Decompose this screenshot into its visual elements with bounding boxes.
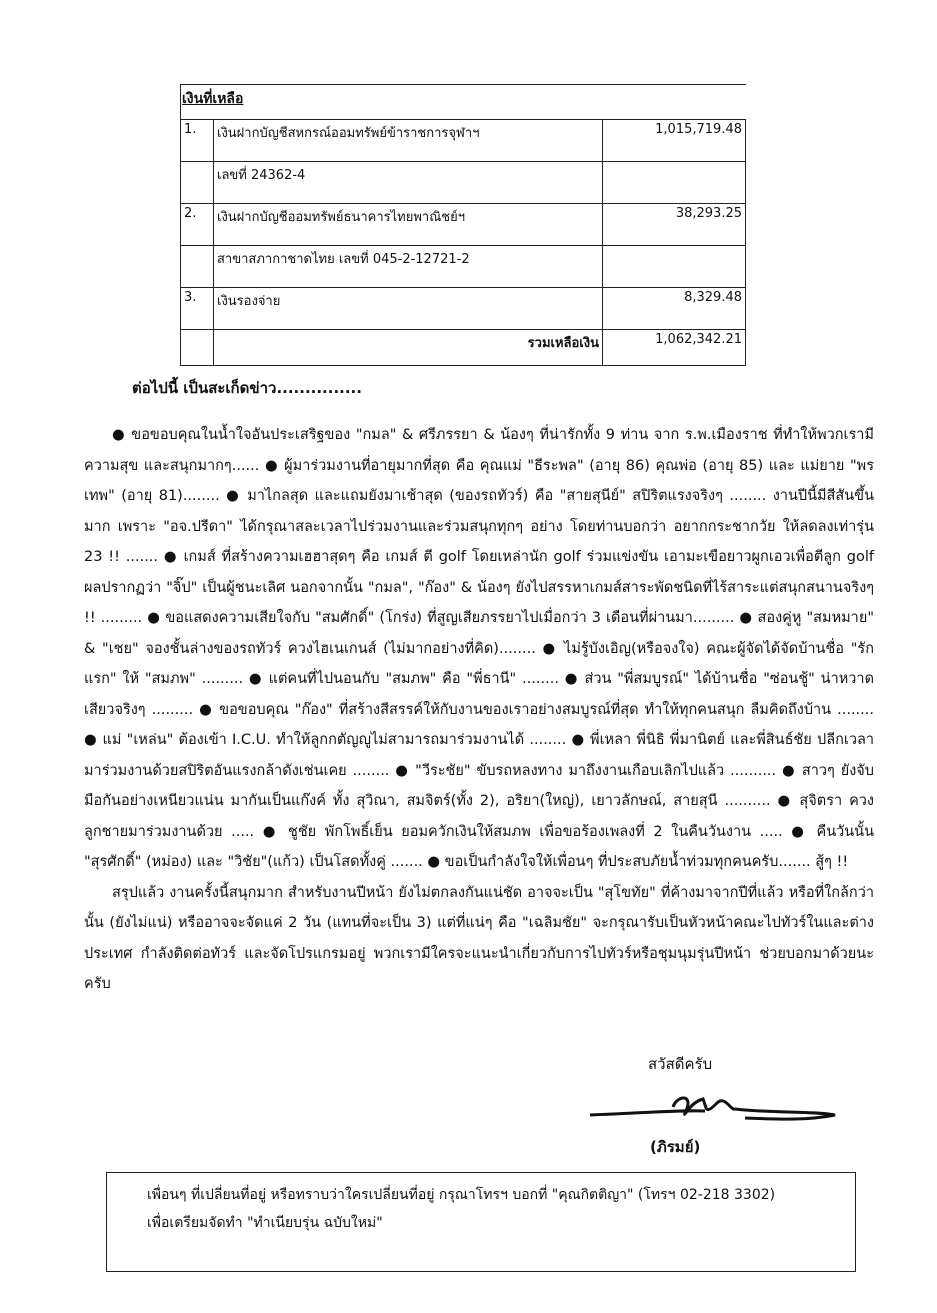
table-row: 3. เงินรองจ่าย 8,329.48 [181,288,746,330]
news-paragraph: ● ขอขอบคุณในน้ำใจอันประเสริฐของ "กมล" & ศรีภรรยา & น้องๆ ที่น่ารักทั้ง 9 ท่าน จาก ร.พ.เมืองราช ที่ทำให้พวกเรามีความสุข และสนุกมากๆ...... ● ผู้มาร่วมงานที่อายุมากที่สุด คือ คุณแม่ "ธีระพล" (อายุ 86) คุณพ่อ (อายุ 85) และ แม่ยาย "พรเทพ" (อายุ 81)........ ● มาไกลสุด และแถมยังมาเช้าสุด (ของรถทัวร์) คือ "สายสุนีย์" สปิริตแรงจริงๆ ........ งานปีนี้มีสีสันขึ้นมาก เพราะ "อจ.ปรีดา" ได้กรุณาสละเวลาไปร่วมงานและร่วมสนุกทุกๆ อย่าง โดยท่านบอกว่า อยากกระชากวัย ให้ลดลงเท่ารุ่น 23 !! ....... ● เกมส์ ที่สร้างความเฮฮาสุดๆ คือ เกมส์ ตี golf โดยเหล่านัก golf ร่วมแข่งขัน เอามะเขือยาวผูกเอวเพื่อตีลูก golf ผลปรากฏว่า "จิ๊ป" เป็นผู้ชนะเลิศ นอกจากนั้น "กมล", "ก๊อง" & น้องๆ ยังไปสรรหาเกมส์สาระพัดชนิดที่ไร้สาระแต่สนุกสนานจริงๆ !! ......... ● ขอแสดงความเสียใจกับ "สมศักดิ์" (โกร่ง) ที่สูญเสียภรรยาไปเมื่อกว่า 3 เดือนที่ผ่านมา......... ● สองคู่หู "สมหมาย" & "เชย" จองชั้นล่างของรถทัวร์ ควงไฮเนเกนส์ (ไม่มากอย่างที่คิด)........ ● ไม่รู้บังเอิญ(หรือจงใจ) คณะผู้จัดได้จัดบ้านชื่อ "รักแรก" ให้ "สมภพ" ......... ● แต่คนที่ไปนอนกับ "สมภพ" คือ "พี่ธานี" ........ ● ส่วน "พี่สมบูรณ์" ได้บ้านชื่อ "ซ่อนชู้" น่าหวาดเสียวจริงๆ ......... ● ขอขอบคุณ "ก๊อง" ที่สร้างสีสรรค์ให้กับงานของเราอย่างสมบูรณ์ที่สุด ทำให้ทุกคนสนุก ลืมคิดถึงบ้าน ........ ● แม่ "เหล่น" ต้องเข้า I.C.U. ทำให้ลูกกตัญญูไม่สามารถมาร่วมงานได้ ........ ● พี่เหลา พี่นิธิ พี่มานิตย์ และพี่สินธ์ชัย ปลีกเวลามาร่วมงานด้วยสปิริตอันแรงกล้าดังเช่นเคย ........ ● "วีระชัย" ขับรถหลงทาง มาถึงงานเกือบเลิกไปแล้ว .......... ● สาวๆ ยังจับมือกันอย่างเหนียวแน่น มากันเป็นแก๊งค์ ทั้ง สุวิณา, สมจิตร์(ทั้ง 2), อริยา(ใหญ่), เยาวลักษณ์, สายสุนี .......... ● สุจิตรา ควงลูกชายมาร่วมงานด้วย ..... ● ชูชัย พักโพธิ์เย็น ยอมควักเงินให้สมภพ เพื่อขอร้องเพลงที่ 2 ในคืนวันงาน ..... ● คืนวันนั้น "สุรศักดิ์" (หม่อง) และ "วิชัย"(แก้ว) เป็นโสดทั้งคู่ ....... ● ขอเป็นกำลังใจให้เพื่อนๆ ที่ประสบภัยน้ำท่วมทุกคนครับ....... สู้ๆ !! [84,427,874,870]
notice-line: เพื่อนๆ ที่เปลี่ยนที่อยู่ หรือทราบว่าใครเปลี่ยนที่อยู่ กรุณาโทรฯ บอกที่ "คุณกิตติญา" (โทรฯ 02-218 3302) [147,1187,776,1203]
signer-name: (ภิรมย์) [650,1138,701,1156]
signature [585,1085,845,1130]
balance-table [180,84,746,366]
closing: สวัสดีครับ [648,1055,713,1073]
table-row: 2. เงินฝากบัญชีออมทรัพย์ธนาคารไทยพาณิชย์ฯ 38,293.25 [181,204,746,246]
news-body [84,420,874,1000]
summary-paragraph: สรุปแล้ว งานครั้งนี้สนุกมาก สำหรับงานปีหน้า ยังไม่ตกลงกันแน่ชัด อาจจะเป็น "สุโขทัย" ที่ค้างมาจากปีที่แล้ว หรือที่ใกล้กว่านั้น (ยังไม่แน่) หรืออาจจะจัดแค่ 2 วัน (แทนที่จะเป็น 3) แต่ที่แน่ๆ คือ "เฉลิมชัย" จะกรุณารับเป็นหัวหน้าคณะไปทัวร์ในและต่างประเทศ กำลังติดต่อทัวร์ และจัดโปรแกรมอยู่ พวกเรามีใครจะแนะนำเกี่ยวกับการไปทัวร์หรือชุมนุมรุ่นปีหน้า ช่วยบอกมาด้วยนะครับ [84,884,874,992]
table-total-row: รวมเหลือเงิน 1,062,342.21 [181,330,746,366]
table-row: 1. เงินฝากบัญชีสหกรณ์ออมทรัพย์ข้าราชการจุฬาฯ 1,015,719.48 [181,120,746,162]
table-row: สาขาสภากาชาดไทย เลขที่ 045-2-12721-2 [181,246,746,288]
news-heading: ต่อไปนี้ เป็นสะเก็ดข่าว............... [132,379,362,397]
table-header: เงินที่เหลือ [182,91,244,107]
notice-line: เพื่อเตรียมจัดทำ "ทำเนียบรุ่น ฉบับใหม่" [147,1215,383,1231]
notice-box [106,1172,856,1272]
table-row: เลขที่ 24362-4 [181,162,746,204]
